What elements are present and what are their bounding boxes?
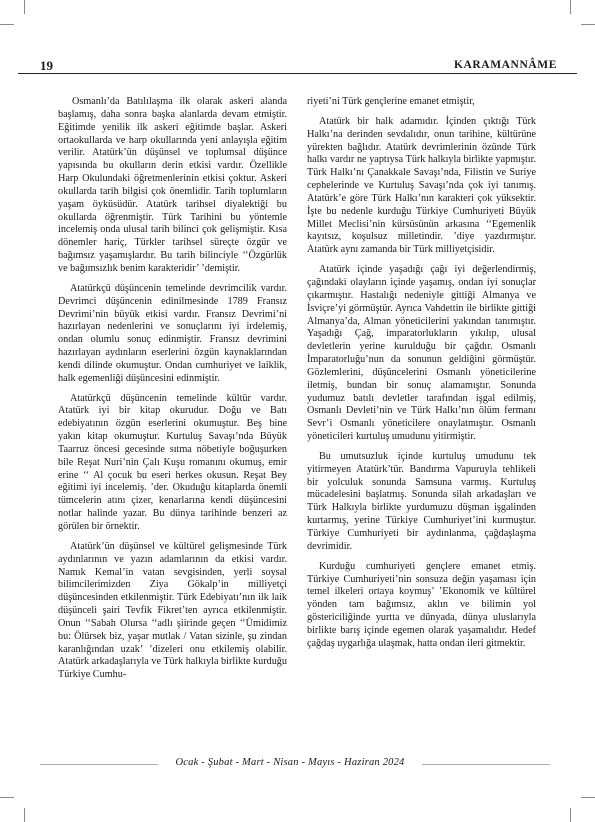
issue-date: Ocak - Şubat - Mart - Nisan - Mayıs - Haziran 2024 [175,757,405,768]
paragraph: Atatürkçü düşüncenin temelinde kültür vardır. Atatürk iyi bir kitap okurudur. Doğu ve Batı edebiyatının özgün eserlerini okumuştur. Beş bine yakın kitap okumuştur. Kurtuluş Savaşı’nda Büyük Taarruz öncesi gecesinde sıtma nöbetiyle boğuşurken bile Reşat Nuri’nin Çalı Kuşu romanını okumuş, emir erine ‘‘ Al çocuk bu eseri herkes okusun. Reşat Bey eğitimi iyi incelemiş. ’der. Okuduğu kitaplarda önemli tümcelerin atını çizer, kenarlarına kendi düşüncesini notlar halinde yazar. Bu dünya tarihinde benzeri az görülen bir örnektir. [58,392,287,532]
paragraph: Osmanlı’da Batılılaşma ilk olarak askeri alanda başlamış, daha sonra başka alanlarda devam etmiştir. Eğitimde yenilik ilk askeri eğitimde başlar. Askeri ortaokullarda ve harp okullarında yeni anlayışla eğitim verilir. Atatürk’ün düşünsel ve toplumsal düşünce yapısında bu okulların derin etkisi vardır. Özellikle Harp Okulundaki öğretmenlerinin etkisi çoktur. Askeri okullarda tarih bilgisi çok önemlidir. Tarih toplumların yaşam öyküsüdür. Atatürk tarihsel diyalektiği bu okullarda öğrenmiştir. Türk Tarihini bu yöntemle incelemiş onda ulusal tarih bilinci çok gelişmiştir. Kısa dönemler hariç, Türkler tarihsel süreçte özgür ve bağımsız yaşamışlardır. Bu tarih bilinciyle ‘‘Özgürlük ve bağımsızlık benim karakteridir’ ’demiştir. [58,96,287,274]
paragraph: Atatürkçü düşüncenin temelinde devrimcilik vardır. Devrimci düşüncenin edinilmesinde 1789 Fransız Devrimi’nin büyük etkisi vardır. Fransız Devrimi’ni hazırlayan nedenlerini ve sonuçlarını iyi irdelemiş, ondan olumlu sonuç edinmiştir. Fransız devrimini hazırlayan aydınların eserlerini özgün kaynaklarından kendi dilinde okumuştur. Ondan cumhuriyet ve laiklik, halk egemenliği düşüncesini edinmiştir. [58,282,287,384]
crop-mark [581,24,595,25]
crop-mark [24,808,25,822]
paragraph: Atatürk içinde yaşadığı çağı iyi değerlendirmiş, çağındaki olayların içinde yaşamış, ondan iyi sonuçlar çıkarmıştır. Hastalığı nedeniyle gittiği Almanya ve İsviçre’yi görmüştür. Ayrıca Vahdettin ile birlikte gittiği Almanya’da, Alman yöneticilerini yakından tanımıştır. Yaşadığı Çağ, imparatorlukların yıkılıp, ulusal devletlerin yerine kurulduğu bir çağdır. Osmanlı İmparatorluğu’nun da sonunun geldiğini görmüştür. Gözlemlerini, düşüncelerini Osmanlı yöneticilerine iletmiş, bundan bir sonuç alamamıştır. Sonunda yudumuz batılı devletler tarafından işgal edilmiş, Osmanlı Devleti’nin ve Türk Halkı’nın ölüm fermanı Sevr’i Osmanlı yöneticilere onaylatmıştır. Osmanlı yöneticileri kurtuluş umudunu yitirmiştir. [307,264,536,443]
journal-title: KARAMANNÂME [453,59,557,71]
paragraph: Kurduğu cumhuriyeti gençlere emanet etmiş. Türkiye Cumhuriyeti’nin sonsuza değin yaşaması için temel ilkeleri ortaya koymuş’ ’Ekonomik ve kültürel yönden tam bağımsız, aklın ve bilimin yol göstericiliğinde yurtta ve dünyada, dünya uluslarıyla birlikte barış içinde egemen olarak yaşamalıdır. Hedef çağdaş uygarlığa ulaşmak, hatta ondan ileri gitmektir. [307,560,536,649]
crop-mark [570,0,571,14]
crop-mark [570,808,571,822]
header-divider [18,73,577,74]
article-body [58,96,536,689]
footer-divider [422,764,550,765]
page-number: 19 [40,58,53,73]
footer-divider [40,764,158,765]
paragraph: Atatürk bir halk adamıdır. İçinden çıktığı Türk Halkı’na derinden sevdalıdır, onun tarihine, kültürüne yürekten bağlıdır. Atatürk devrimlerinin özünde Türk halkı vardır ne yaptıysa Türk halkıyla birlikte yapmıştır. Türk Halkı’nı Çanakkale Savaşı’nda, Filistin ve Suriye cephelerinde ve Kurtuluş Savaşı’nda çok iyi tanımış. Atatürk’e göre Türk Halkı’nın karakteri çok yüksektir. İşte bu nedenle kurduğu Türkiye Cumhuriyeti Büyük Millet Meclisi’nin kürsüsünün arkasına ‘‘Egemenlik kayıtsız, koşulsuz milletindir. ’diye yazdırmıştır. Atatürk aynı zamanda bir Türk milliyetçisidir. [307,115,536,256]
right-column [307,96,536,689]
paragraph: Atatürk’ün düşünsel ve kültürel gelişmesinde Türk aydınlarının ve yazın adamlarının da etkisi vardır. Namık Kemal’in vatan sevgisinden, yerli soysal bilimcilerimizden Ziya Gökalp’in milliyetçi düşüncesinden etkilenmiştir. Türk Edebiyatı’nın ilk laik düşünceli şairi Tevfik Fikret’ten ayrıca etkilenmiştir. Onun ‘‘Sabah Olursa ‘‘adlı şiirinde geçen ‘‘Ümidimiz bu: Ölürsek biz, yaşar mutlak / Vatan sizinle, şu zindan karanlığından uzak’ ’dizeleri onu etkilemiş olabilir. Atatürk arkadaşlarıyla ve Türk halkıyla birlikte kurduğu Türkiye Cumhu- [58,540,287,681]
page-header [18,58,577,74]
crop-mark [24,0,25,14]
paragraph: Bu umutsuzluk içinde kurtuluş umudunu tek yitirmeyen Atatürk’tür. Bandırma Vapuruyla tehlikeli bir yolculuk sonunda Samsuna varmış. Kurtuluş mücadelesini başlatmış. Sonunda silah arkadaşları ve Türk Halkıyla birlikte yurdumuzu düşman işgalinden kurtarmış, yerine Türkiye Cumhuriyet’ini kurmuştur. Türkiye Cumhuriyeti bir aydınlanma, çağdaşlaşma devrimidir. [307,450,536,552]
crop-mark [0,797,14,798]
crop-mark [581,797,595,798]
left-column [58,96,287,689]
crop-mark [0,24,14,25]
paragraph: riyeti’ni Türk gençlerine emanet etmiştir, [307,96,475,107]
